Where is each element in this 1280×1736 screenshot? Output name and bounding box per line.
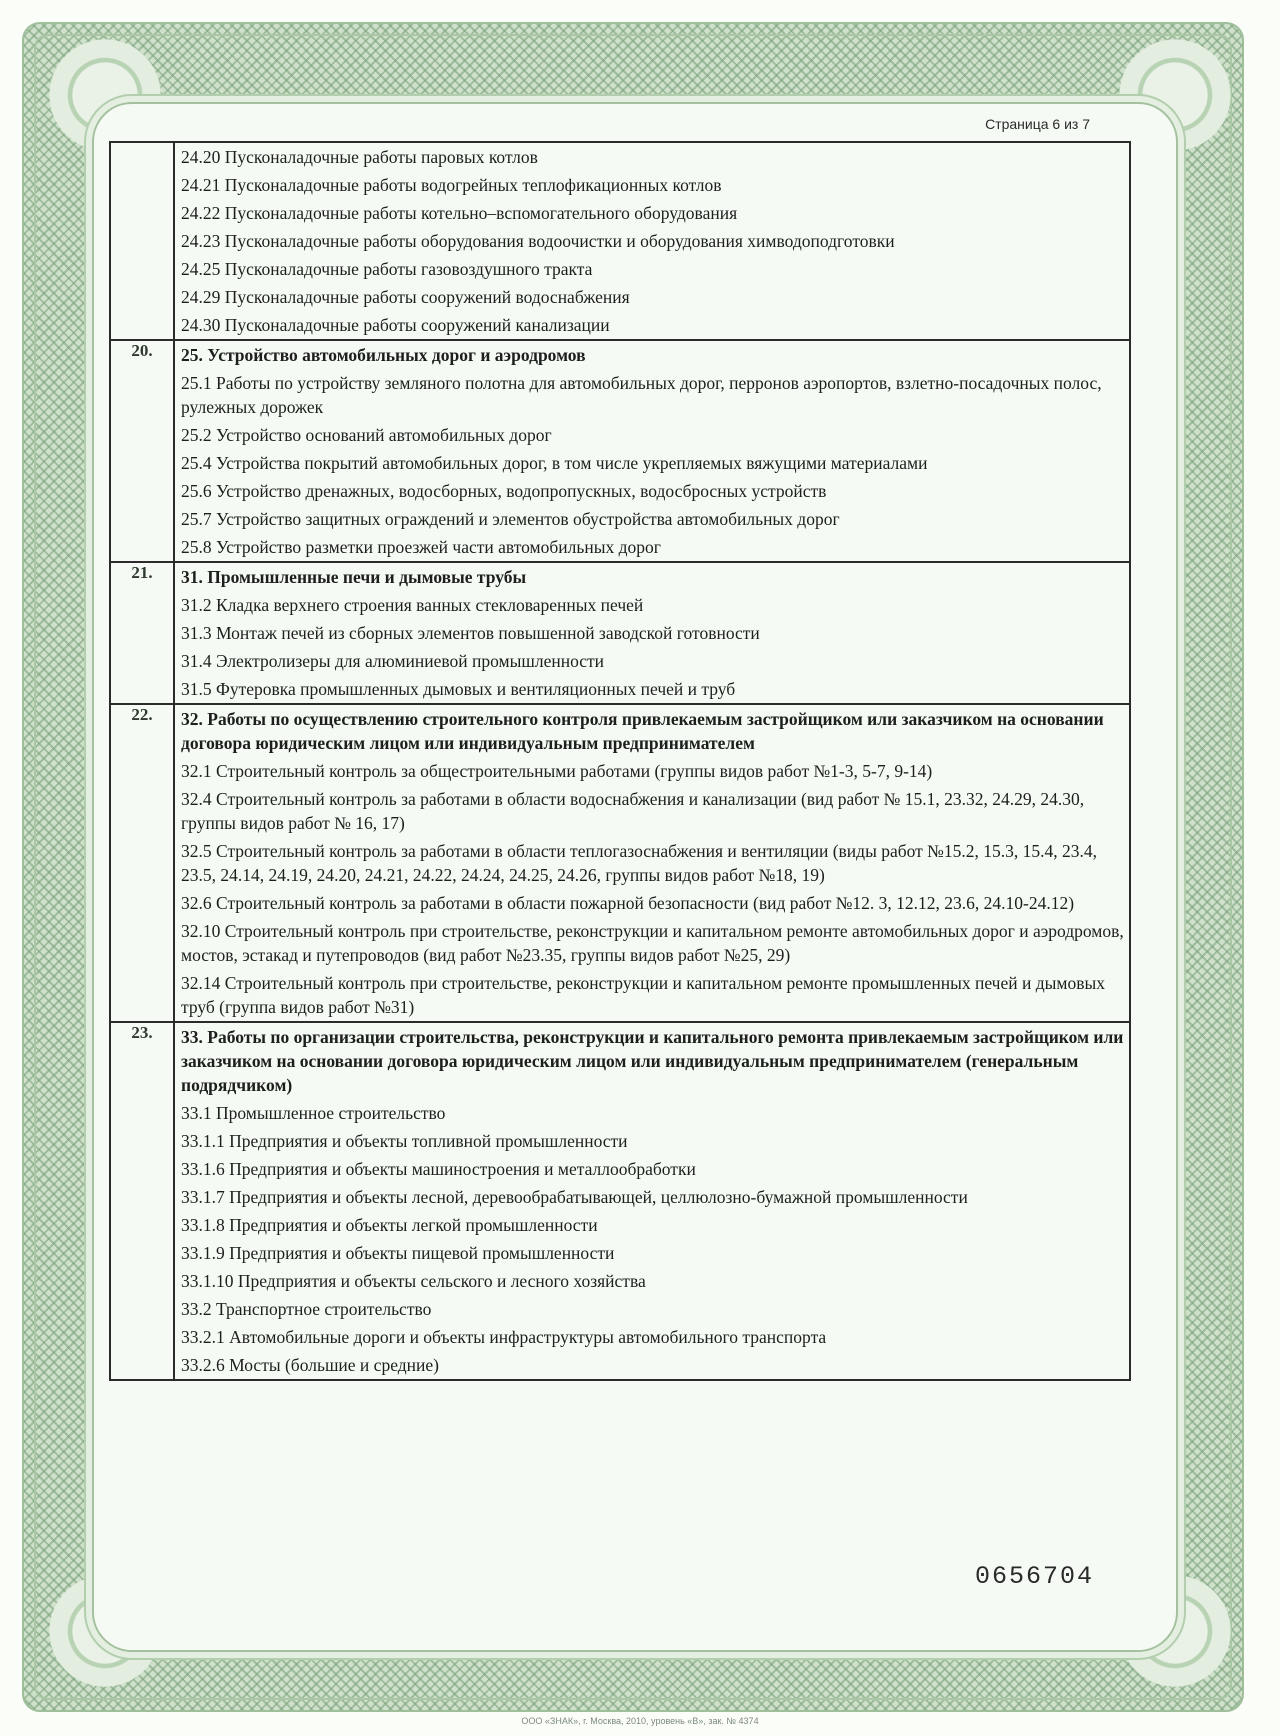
work-item: 31.2 Кладка верхнего строения ванных стекловаренных печей [181,595,644,615]
section-heading: 31. Промышленные печи и дымовые трубы [181,567,527,587]
work-types-table [109,141,1131,1381]
work-item: 31.4 Электролизеры для алюминиевой промышленности [181,651,605,671]
work-item: 33.1.9 Предприятия и объекты пищевой промышленности [181,1243,615,1263]
page-number: Страница 6 из 7 [985,116,1090,132]
work-item: 33.2.1 Автомобильные дороги и объекты инфраструктуры автомобильного транспорта [181,1327,827,1347]
work-item: 25.2 Устройство оснований автомобильных дорог [181,425,552,445]
work-item: 24.29 Пусконаладочные работы сооружений водоснабжения [181,287,630,307]
work-item: 31.3 Монтаж печей из сборных элементов повышенной заводской готовности [181,623,760,643]
work-item: 25.8 Устройство разметки проезжей части автомобильных дорог [181,537,661,557]
work-item: 25.7 Устройство защитных ограждений и элементов обустройства автомобильных дорог [181,509,840,529]
row-number: 22. [110,704,174,1022]
work-item: 25.1 Работы по устройству земляного полотна для автомобильных дорог, перронов аэропортов, взлетно-посадочных полос, рулежных дорожек [181,373,1102,417]
table-row [110,1022,1130,1380]
row-content [174,704,1130,1022]
row-number [110,142,174,340]
work-item: 24.25 Пусконаладочные работы газовоздушного тракта [181,259,593,279]
work-item: 32.6 Строительный контроль за работами в области пожарной безопасности (вид работ №12. 3, 12.12, 23.6, 24.10-24.12) [181,893,1075,913]
work-item: 33.1.10 Предприятия и объекты сельского и лесного хозяйства [181,1271,646,1291]
work-item: 33.1.8 Предприятия и объекты легкой промышленности [181,1215,598,1235]
work-item: 24.22 Пусконаладочные работы котельно–вспомогательного оборудования [181,203,738,223]
row-number: 23. [110,1022,174,1380]
table-row [110,142,1130,340]
work-item: 33.1 Промышленное строительство [181,1103,446,1123]
printer-imprint: ООО «ЗНАК», г. Москва, 2010, уровень «В», зак. № 4374 [521,1716,759,1726]
work-item: 32.5 Строительный контроль за работами в области теплогазоснабжения и вентиляции (виды работ №15.2, 15.3, 15.4, 23.4, 23.5, 24.14, 24.19, 24.20, 24.21, 24.22, 24.24, 24.25, 24.26, группы видов работ №18, 19) [181,841,1097,885]
work-item: 24.30 Пусконаладочные работы сооружений канализации [181,315,610,335]
work-item: 24.23 Пусконаладочные работы оборудования водоочистки и оборудования химводоподготовки [181,231,895,251]
work-item: 33.1.1 Предприятия и объекты топливной промышленности [181,1131,628,1151]
table-row [110,340,1130,562]
row-number: 21. [110,562,174,704]
row-number: 20. [110,340,174,562]
work-item: 32.10 Строительный контроль при строительстве, реконструкции и капитальном ремонте автомобильных дорог и аэродромов, мостов, эстакад и путепроводов (вид работ №23.35, группы видов работ №25, 29) [181,921,1124,965]
serial-number: 0656704 [974,1562,1094,1591]
row-content [174,340,1130,562]
section-heading: 33. Работы по организации строительства, реконструкции и капитального ремонта привлекаемым застройщиком или заказчиком на основании договора юридическим лицом или индивидуальным предпринимателем (генеральным подрядчиком) [181,1027,1124,1095]
section-heading: 25. Устройство автомобильных дорог и аэродромов [181,345,586,365]
work-item: 31.5 Футеровка промышленных дымовых и вентиляционных печей и труб [181,679,736,699]
work-item: 33.1.6 Предприятия и объекты машиностроения и металлообработки [181,1159,696,1179]
work-item: 24.20 Пусконаладочные работы паровых котлов [181,147,538,167]
work-item: 32.4 Строительный контроль за работами в области водоснабжения и канализации (вид работ № 15.1, 23.32, 24.29, 24.30, группы видов работ № 16, 17) [181,789,1085,833]
work-item: 33.2.6 Мосты (большие и средние) [181,1355,439,1375]
row-content [174,1022,1130,1380]
work-item: 33.2 Транспортное строительство [181,1299,432,1319]
table-row [110,704,1130,1022]
row-content [174,562,1130,704]
work-item: 24.21 Пусконаладочные работы водогрейных теплофикационных котлов [181,175,722,195]
work-item: 25.6 Устройство дренажных, водосборных, водопропускных, водосбросных устройств [181,481,827,501]
work-item: 33.1.7 Предприятия и объекты лесной, деревообрабатывающей, целлюлозно-бумажной промышленности [181,1187,968,1207]
table-row [110,562,1130,704]
work-item: 32.14 Строительный контроль при строительстве, реконструкции и капитальном ремонте промышленных печей и дымовых труб (группа видов работ №31) [181,973,1105,1017]
work-item: 25.4 Устройства покрытий автомобильных дорог, в том числе укрепляемых вяжущими материалами [181,453,928,473]
work-item: 32.1 Строительный контроль за общестроительными работами (группы видов работ №1-3, 5-7, 9-14) [181,761,933,781]
row-content [174,142,1130,340]
section-heading: 32. Работы по осуществлению строительного контроля привлекаемым застройщиком или заказчиком на основании договора юридическим лицом или индивидуальным предпринимателем [181,709,1104,753]
